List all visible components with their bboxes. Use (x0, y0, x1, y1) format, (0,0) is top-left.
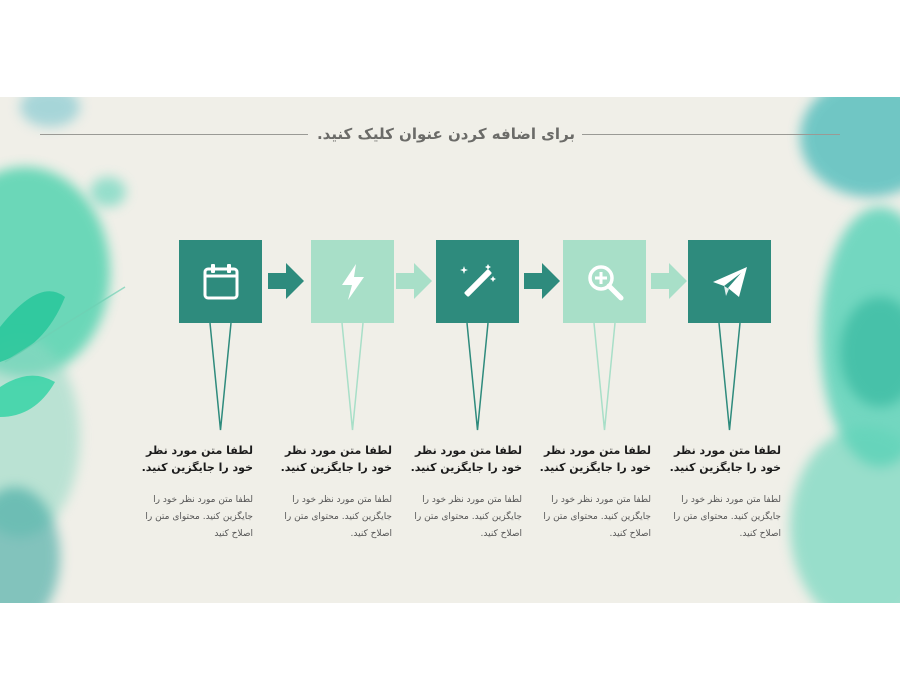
step-2-box (311, 240, 394, 323)
step-4-pointer (563, 323, 646, 433)
step-1 (179, 240, 262, 323)
step-1-pointer (179, 323, 262, 433)
step-2-pointer (311, 323, 394, 433)
step-1-box (179, 240, 262, 323)
step-2-heading[interactable]: لطفا متن مورد نظر خود را جایگزین کنید. (280, 444, 392, 474)
step-4-text (533, 442, 651, 543)
step-4-body[interactable]: لطفا متن مورد نظر خود را جایگزین کنید. محتوای متن را اصلاح کنید. (543, 495, 651, 539)
step-3-heading[interactable]: لطفا متن مورد نظر خود را جایگزین کنید. (410, 444, 522, 474)
arrow-4 (651, 263, 687, 299)
title-row (40, 125, 840, 145)
arrow-3 (524, 263, 560, 299)
step-2-text (274, 442, 392, 543)
title-divider-right (582, 134, 840, 135)
magic-wand-icon (458, 262, 498, 302)
arrow-2 (396, 263, 432, 299)
step-1-body[interactable]: لطفا متن مورد نظر خود را جایگزین کنید. محتوای متن را اصلاح کنید (145, 495, 253, 539)
step-4-box (563, 240, 646, 323)
step-4 (563, 240, 646, 323)
step-1-text (135, 442, 253, 543)
step-3 (436, 240, 519, 323)
step-2 (311, 240, 394, 323)
step-3-pointer (436, 323, 519, 433)
step-5-heading[interactable]: لطفا متن مورد نظر خود را جایگزین کنید. (669, 444, 781, 474)
title-divider-left (40, 134, 308, 135)
step-3-body[interactable]: لطفا متن مورد نظر خود را جایگزین کنید. محتوای متن را اصلاح کنید. (414, 495, 522, 539)
slide (0, 97, 900, 603)
step-5-body[interactable]: لطفا متن مورد نظر خود را جایگزین کنید. محتوای متن را اصلاح کنید. (673, 495, 781, 539)
step-5-pointer (688, 323, 771, 433)
arrow-1 (268, 263, 304, 299)
step-5-box (688, 240, 771, 323)
step-1-heading[interactable]: لطفا متن مورد نظر خود را جایگزین کنید. (141, 444, 253, 474)
paper-plane-icon (710, 262, 750, 302)
step-3-text (404, 442, 522, 543)
step-2-body[interactable]: لطفا متن مورد نظر خود را جایگزین کنید. محتوای متن را اصلاح کنید. (284, 495, 392, 539)
leaf-icon (0, 267, 130, 467)
zoom-in-icon (585, 262, 625, 302)
slide-title[interactable]: برای اضافه کردن عنوان کلیک کنید. (316, 125, 576, 143)
lightning-icon (333, 262, 373, 302)
step-3-box (436, 240, 519, 323)
calendar-icon (201, 262, 241, 302)
step-4-heading[interactable]: لطفا متن مورد نظر خود را جایگزین کنید. (539, 444, 651, 474)
step-5 (688, 240, 771, 323)
step-5-text (663, 442, 781, 543)
